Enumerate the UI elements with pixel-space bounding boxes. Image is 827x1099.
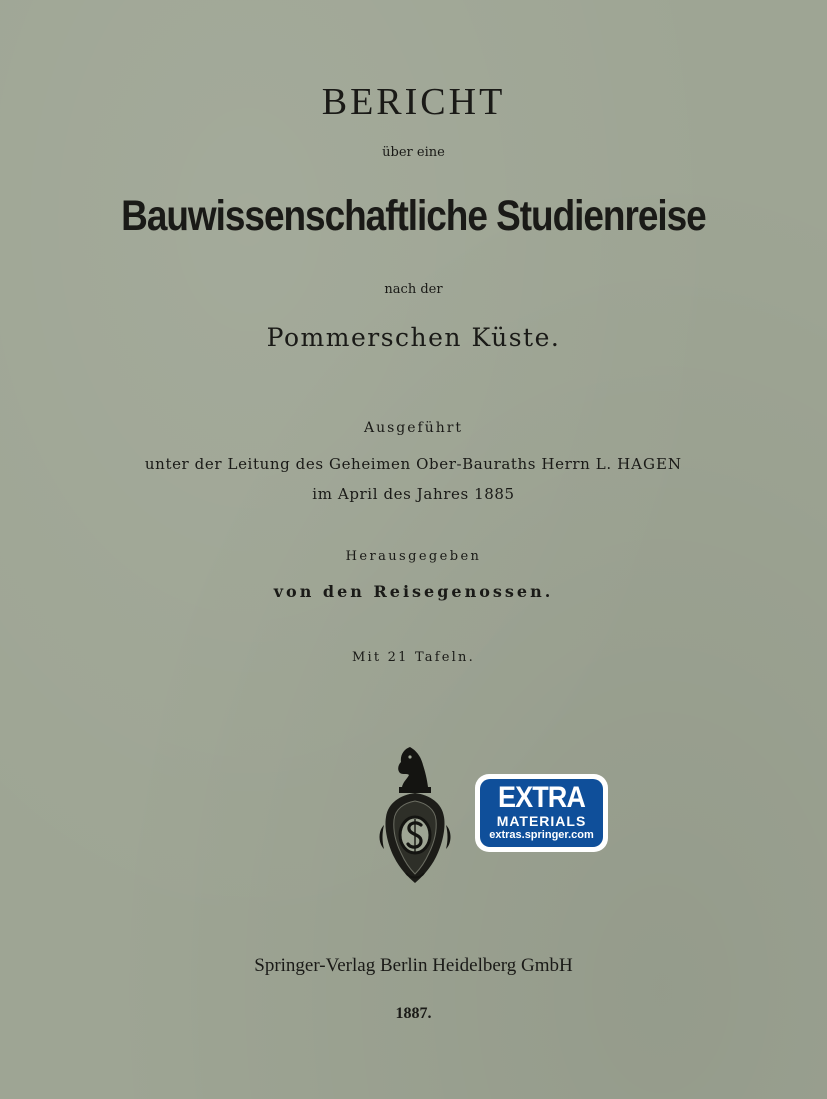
cover-leitung-prefix: unter der Leitung des Geheimen Ober-Bauraths Herrn L. [144, 455, 612, 473]
cover-line-ueber: über eine [382, 145, 445, 160]
extra-materials-badge-panel [480, 779, 603, 847]
cover-year: 1887. [395, 1005, 432, 1022]
cover-destination: Pommerschen Küste. [266, 323, 561, 352]
cover-editor-label: Herausgegeben [345, 549, 482, 564]
badge-line-extra: EXTRA [497, 781, 586, 814]
badge-line-url: extras.springer.com [489, 829, 594, 841]
badge-line-materials: MATERIALS [496, 813, 587, 829]
cover-leitung-name: HAGEN [617, 455, 683, 473]
cover-executed: Ausgeführt [363, 420, 464, 436]
cover-publisher: Springer-Verlag Berlin Heidelberg GmbH [254, 955, 573, 976]
cover-plates: Mit 21 Tafeln. [352, 650, 475, 665]
cover-title: BERICHT [321, 81, 506, 123]
cover-main-title: Bauwissenschaftliche Studienreise [121, 192, 706, 240]
springer-horse-emblem-icon [370, 745, 460, 885]
cover-editors: von den Reisegenossen. [273, 582, 554, 601]
cover-line-nach: nach der [384, 282, 443, 297]
cover-date-line: im April des Jahres 1885 [312, 485, 515, 503]
cover-leitung [0, 455, 827, 473]
extra-materials-badge[interactable] [475, 774, 608, 852]
